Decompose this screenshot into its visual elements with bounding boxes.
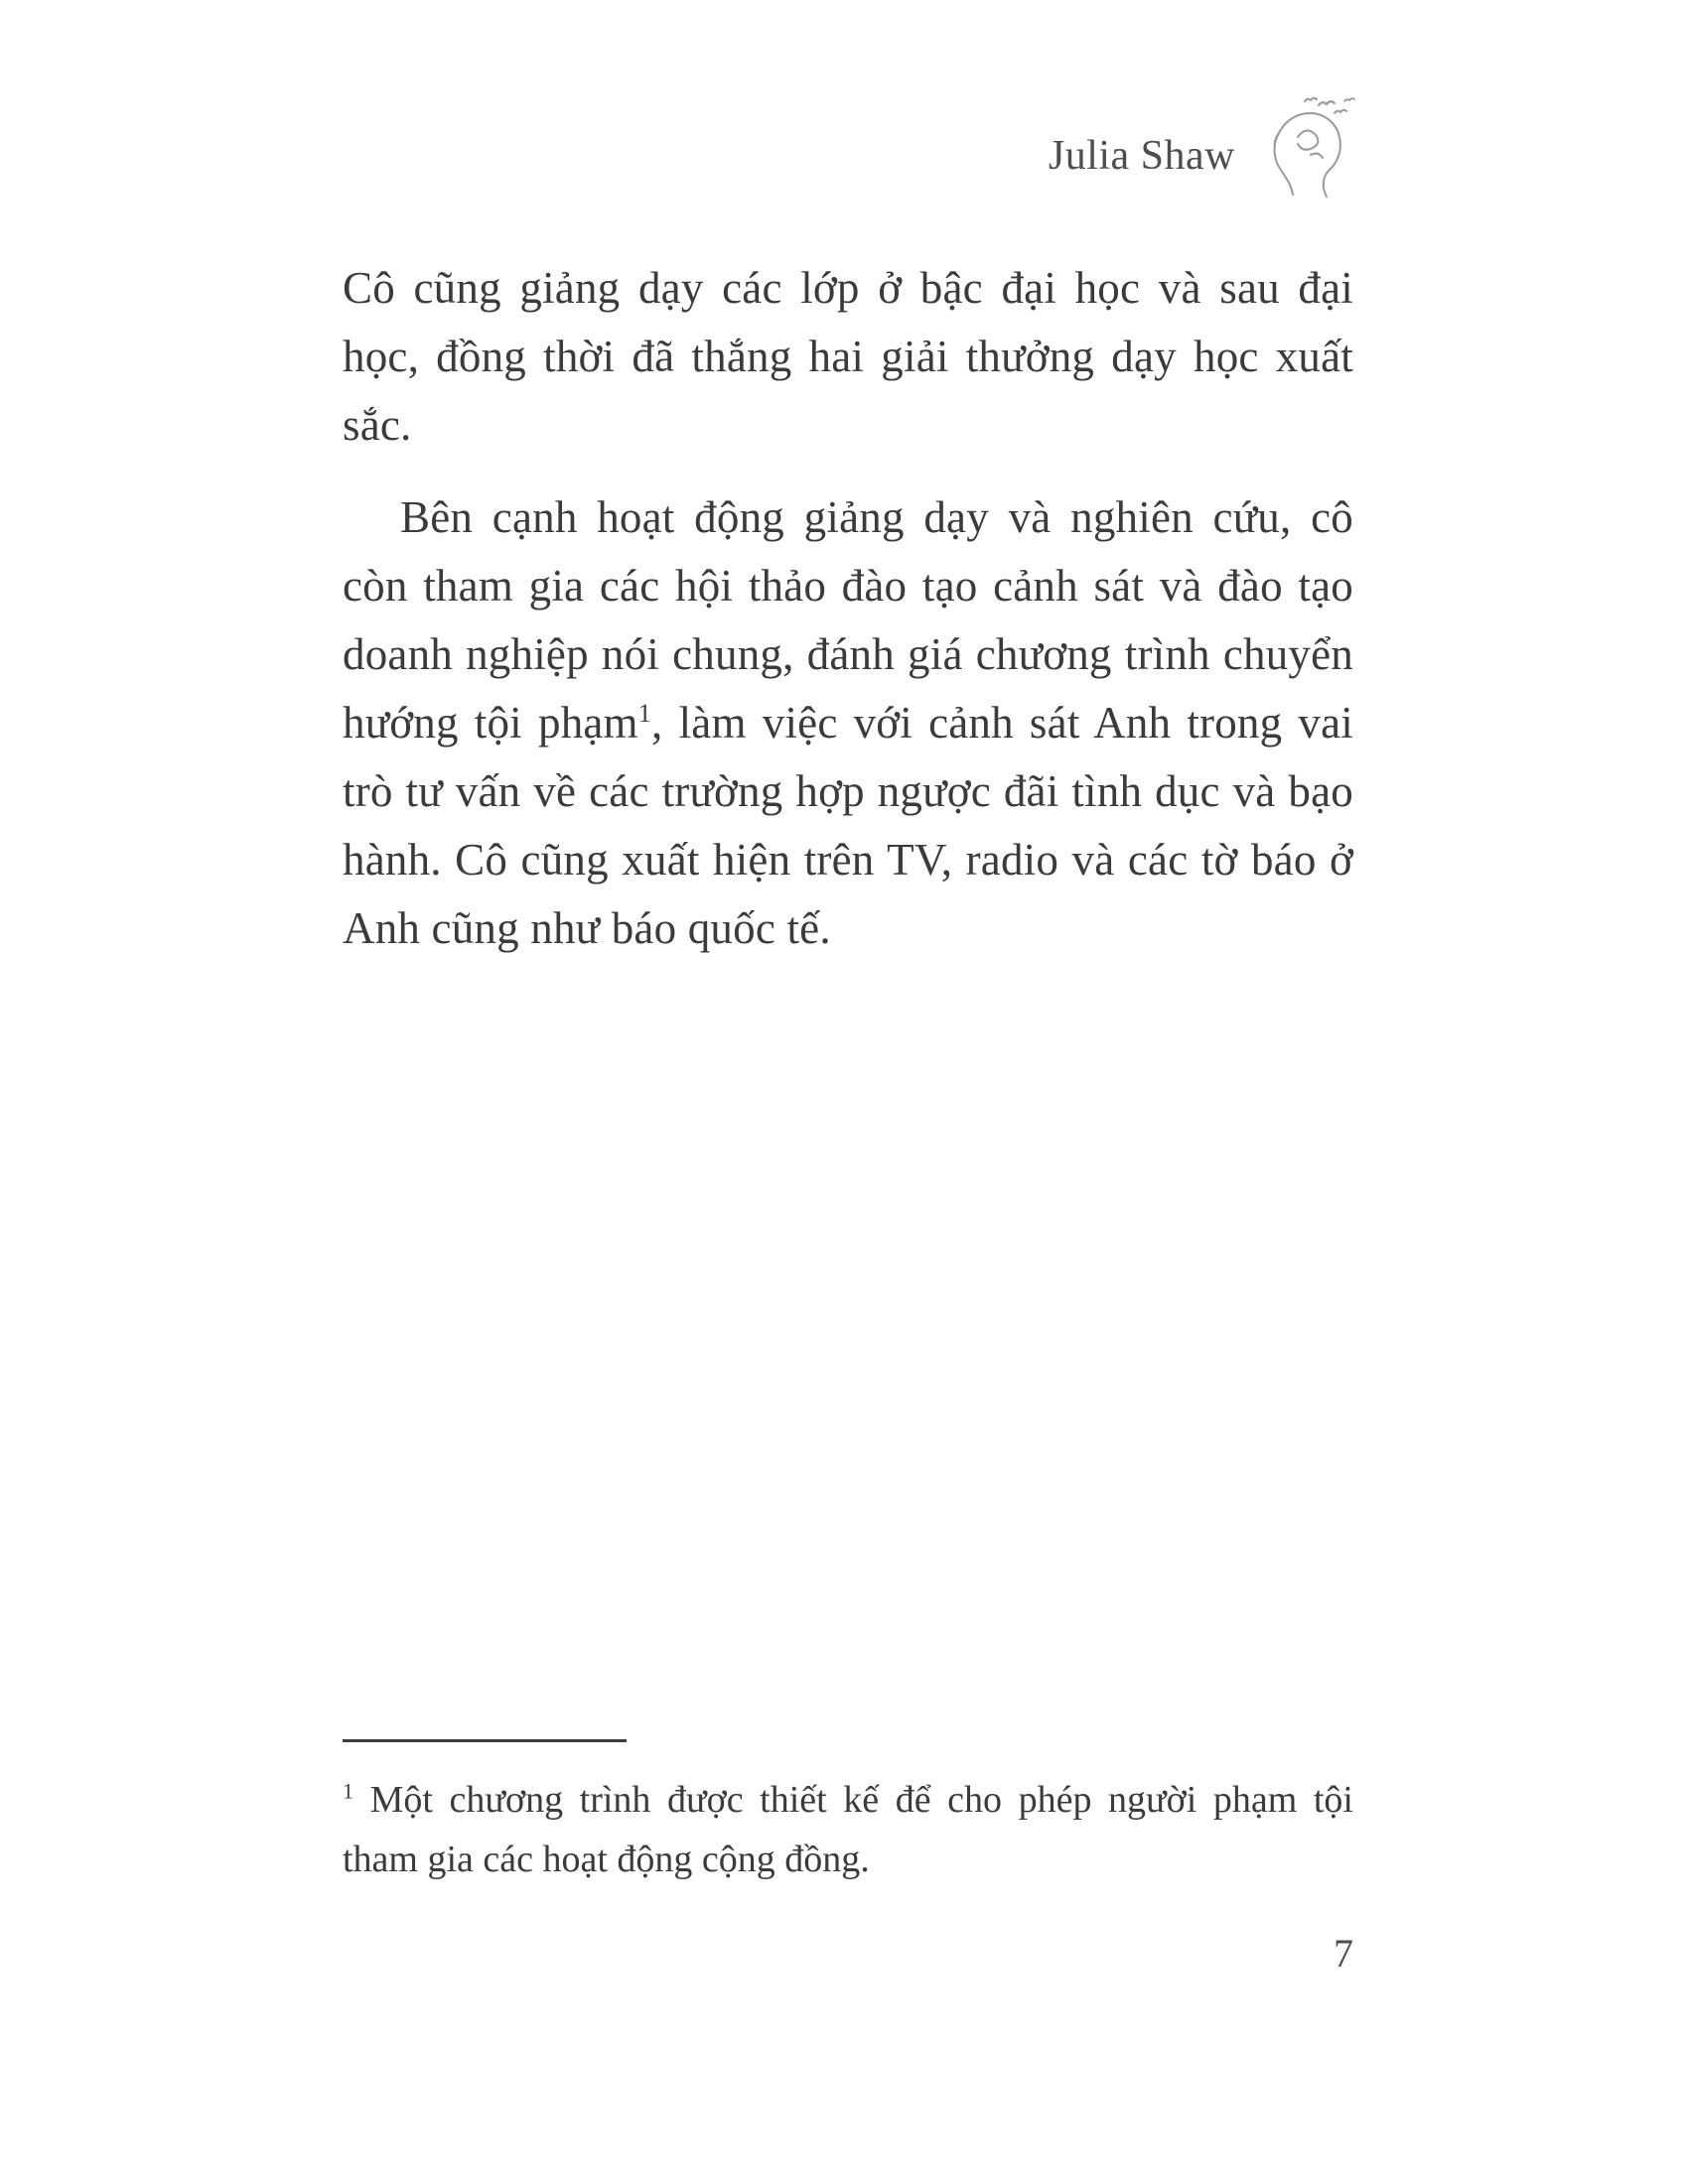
footnote-block [343,1739,1353,1889]
running-header-author: Julia Shaw [1048,132,1235,179]
footnote-text-body: Một chương trình được thiết kế để cho phép người phạm tội tham gia các hoạt động cộng đồng. [343,1779,1353,1880]
paragraph-2-text-after-reference: , làm việc với cảnh sát Anh trong vai trò tư vấn về các trường hợp ngược đãi tình dục và bạo hành. Cô cũng xuất hiện trên TV, radio và các tờ báo ở Anh cũng như báo quốc tế. [343,698,1353,953]
paragraph-2 [343,483,1353,963]
page-number: 7 [1334,1931,1353,1976]
paragraph-2-text-before-reference: Bên cạnh hoạt động giảng dạy và nghiên cứu, cô còn tham gia các hội thảo đào tạo cảnh sát và đào tạo doanh nghiệp nói chung, đánh giá chương trình chuyển hướng tội phạm [343,492,1353,748]
body-text [343,254,1353,963]
footnote-text [343,1770,1353,1889]
footnote-separator-rule [343,1739,627,1742]
footnote-reference-marker: 1 [637,699,652,728]
head-with-birds-icon [1263,95,1357,200]
footnote-marker: 1 [343,1778,354,1804]
page-header [343,111,1357,200]
paragraph-1: Cô cũng giảng dạy các lớp ở bậc đại học và sau đại học, đồng thời đã thắng hai giải thưởng dạy học xuất sắc. [343,263,1353,450]
